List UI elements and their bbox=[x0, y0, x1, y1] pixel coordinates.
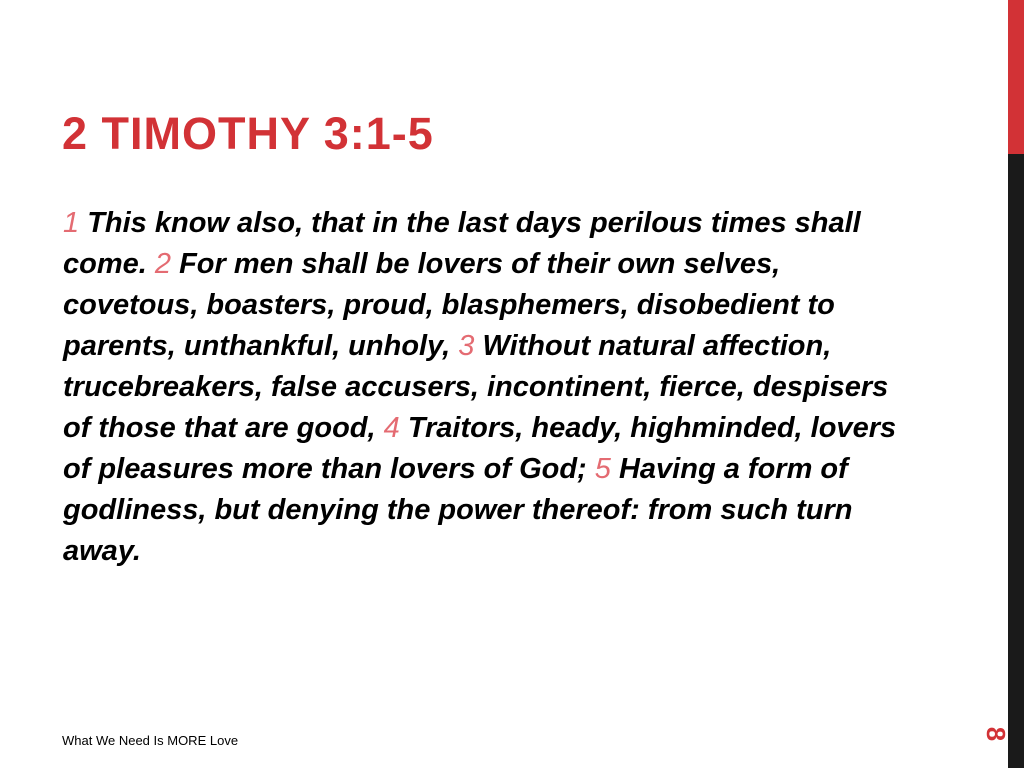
verse-number: 5 bbox=[594, 453, 611, 485]
verse-body bbox=[63, 203, 923, 572]
verse-text: This know also, that in the last days perilous times shall come. bbox=[63, 207, 861, 280]
verse-text: Without natural affection, trucebreakers, false accusers, incontinent, fierce, despisers of those that are good, bbox=[63, 330, 889, 444]
accent-bar-dark bbox=[1008, 154, 1024, 768]
verse-text: For men shall be lovers of their own selves, covetous, boasters, proud, blasphemers, disobedient to parents, unthankful, unholy, bbox=[63, 248, 835, 362]
slide-title: 2 TIMOTHY 3:1-5 bbox=[62, 108, 434, 159]
verse-text: Traitors, heady, highminded, lovers of pleasures more than lovers of God; bbox=[63, 412, 897, 485]
footer-text: What We Need Is MORE Love bbox=[62, 733, 239, 748]
verse-number: 4 bbox=[383, 412, 400, 444]
verse-number: 1 bbox=[63, 207, 80, 239]
verse-text: Having a form of godliness, but denying the power thereof: from such turn away. bbox=[63, 453, 853, 567]
accent-bar-red bbox=[1008, 0, 1024, 154]
slide-number: 8 bbox=[981, 726, 1011, 742]
verse-number: 3 bbox=[458, 330, 475, 362]
verse-number: 2 bbox=[154, 248, 172, 280]
